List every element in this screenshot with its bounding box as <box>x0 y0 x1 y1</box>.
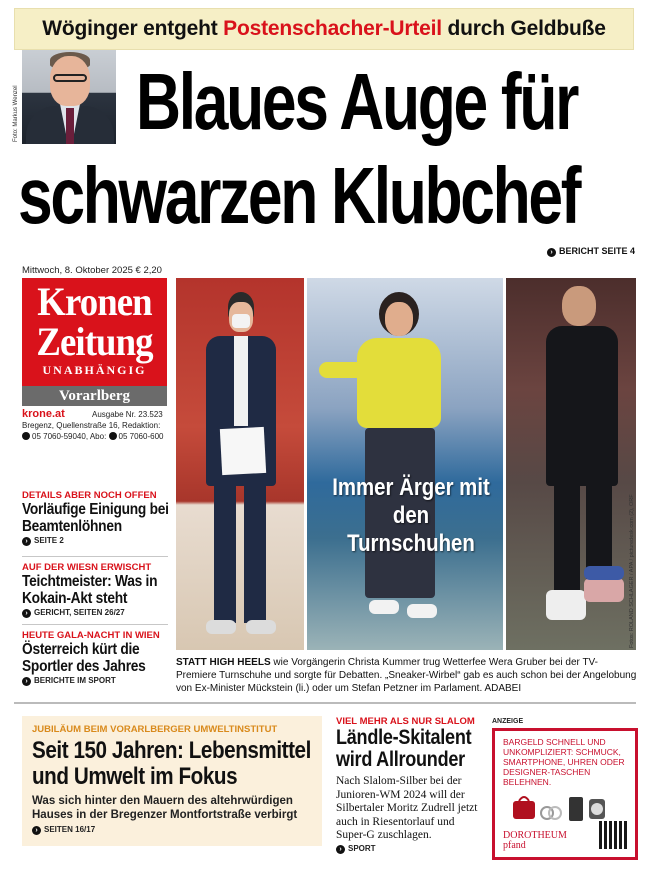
story-headline: Teichtmeister: Was in Kokain-Akt steht <box>22 573 158 607</box>
caption-text: wie Vorgängerin Christa Kummer trug Wetterfee Wera Gruber bei der TV-Premiere Turnschuhe und sorgte für Debatten. „Sneaker-Wirbel“ gab es auch schon bei der Angelobung von Ex-Minister Mückstein (li.) oder um Stefan Petzner im Parlament. ADABEI <box>176 657 637 694</box>
phone-icon <box>109 432 117 440</box>
photo-collage <box>176 278 636 650</box>
masthead-tagline: UNABHÄNGIG <box>42 363 147 377</box>
arrow-bullet-icon: › <box>22 537 31 546</box>
photo-credit: Fotos: ROLAND SCHLAGER / APA / picturedesk.com (2), ORF <box>629 494 635 648</box>
ski-body: Nach Slalom-Silber bei der Junioren-WM 2024 will der Silbertaler Moritz Zudrell jetzt auch in Riesentorlauf und Super-G zuschlagen. <box>336 775 478 841</box>
section-divider <box>14 702 636 704</box>
jubilee-headline: Seit 150 Jahren: Lebensmittel und Umwelt im Fokus <box>32 737 311 790</box>
masthead-line-2: Zeitung <box>36 319 153 364</box>
photo-weather-presenter <box>307 278 503 650</box>
arrow-bullet-icon: › <box>22 677 31 686</box>
dorotheum-logo: DOROTHEUM pfand <box>503 830 567 851</box>
story-reference: › SEITE 2 <box>22 536 172 546</box>
ad-text: BARGELD SCHNELL UND UNKOMPLIZIERT: SCHMUCK, SMARTPHONE, UHREN ODER DESIGNER-TASCHEN BELEHNEN. <box>503 737 625 787</box>
story-reference: › BERICHTE IM SPORT <box>22 676 172 686</box>
portrait-credit: Foto: Markus Wenzel <box>13 85 19 142</box>
arrow-bullet-icon: › <box>22 609 31 618</box>
headline-line-1: Blaues Auge für <box>136 57 578 146</box>
address-block <box>22 421 172 442</box>
ski-headline: Ländle-Skitalent wird Allrounder <box>336 726 472 771</box>
phone-line: 05 7060-59040, Abo: 05 7060-600 <box>22 432 172 443</box>
photo-minister <box>176 278 304 650</box>
photo-parliament <box>506 278 636 650</box>
top-banner-text-1: Wöginger entgeht <box>42 17 224 40</box>
jubilee-story[interactable] <box>22 716 322 846</box>
photo-overlay-title: Immer Ärger mit den Turnschuhen <box>332 474 490 557</box>
headline-line-2: schwarzen Klubchef <box>18 151 580 240</box>
divider <box>22 624 168 625</box>
ski-reference: › SPORT <box>336 844 486 854</box>
ad-tag: ANZEIGE <box>492 718 524 725</box>
address: Bregenz, Quellenstraße 16, Redaktion: <box>22 421 161 430</box>
arrow-bullet-icon: › <box>547 248 556 257</box>
headline-reference: › BERICHT SEITE 4 <box>547 246 635 257</box>
jubilee-subheadline: Was sich hinter den Mauern des altehrwürdigen Hauses in der Bregenzer Montfortstraße verbirgt <box>32 795 298 821</box>
masthead-logo <box>22 278 167 386</box>
photo-caption <box>176 656 638 695</box>
website-link[interactable]: krone.at <box>22 408 65 420</box>
ad-box[interactable] <box>492 728 638 860</box>
top-banner-text-2: durch Geldbuße <box>441 17 606 40</box>
phone-icon <box>22 432 30 440</box>
side-story[interactable] <box>22 490 172 546</box>
ad-products-icon <box>511 793 621 823</box>
caption-lead: STATT HIGH HEELS <box>176 657 271 668</box>
side-story[interactable] <box>22 630 172 686</box>
jubilee-reference: › SEITEN 16/17 <box>32 825 312 835</box>
story-kicker: AUF DER WIESN ERWISCHT <box>22 562 152 573</box>
qr-code-icon[interactable] <box>599 821 627 849</box>
story-kicker: HEUTE GALA-NACHT IN WIEN <box>22 630 160 641</box>
dateline: Mittwoch, 8. Oktober 2025 € 2,20 <box>22 265 162 276</box>
story-headline: Vorläufige Einigung bei Beamtenlöhnen <box>22 501 169 535</box>
edition-number: Ausgabe Nr. 23.523 <box>92 410 163 419</box>
ski-kicker: VIEL MEHR ALS NUR SLALOM <box>336 716 475 727</box>
side-story[interactable] <box>22 562 172 618</box>
region-edition: Vorarlberg <box>22 386 167 406</box>
story-kicker: DETAILS ABER NOCH OFFEN <box>22 490 157 501</box>
ski-story[interactable] <box>336 716 486 854</box>
story-headline: Österreich kürt die Sportler des Jahres <box>22 641 146 675</box>
jubilee-kicker: JUBILÄUM BEIM VORARLBERGER UMWELTINSTITUT <box>32 724 278 735</box>
advertisement[interactable] <box>492 718 638 860</box>
top-banner-highlight: Postenschacher-Urteil <box>223 17 442 40</box>
arrow-bullet-icon: › <box>336 845 345 854</box>
story-reference: › GERICHT, SEITEN 26/27 <box>22 608 172 618</box>
arrow-bullet-icon: › <box>32 826 41 835</box>
portrait-photo <box>22 50 116 144</box>
divider <box>22 556 168 557</box>
masthead-line-1: Kronen <box>37 279 152 324</box>
top-banner <box>14 8 634 50</box>
